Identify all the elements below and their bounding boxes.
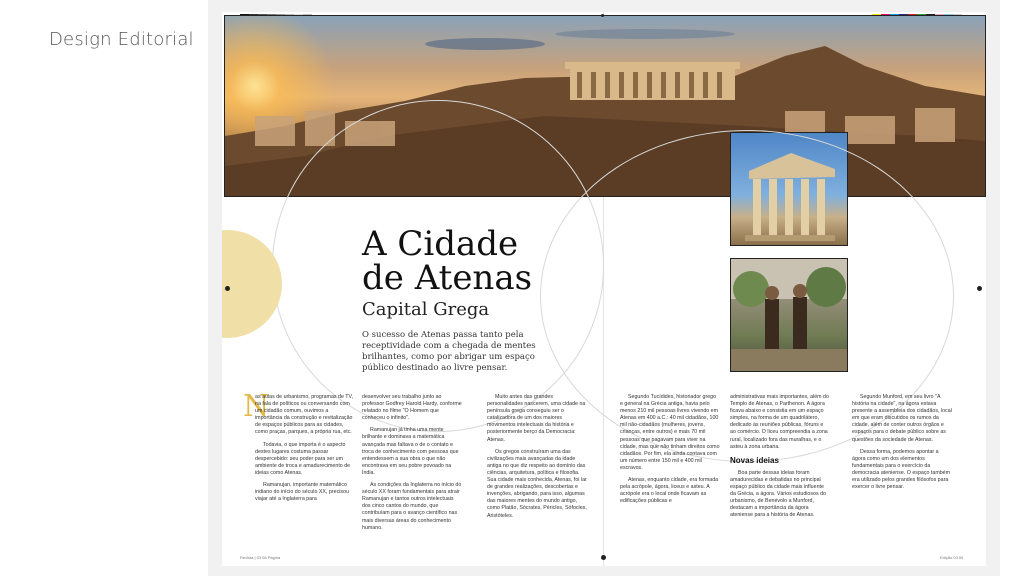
yellow-semicircle-icon	[222, 230, 288, 338]
paragraph: Ramanujan, importante matemático indiano do início do século XX, precisou viajar até a Inglaterra para	[255, 482, 349, 503]
text-column-3	[487, 394, 587, 525]
folio-left: Revista | 03 08 Página	[240, 555, 281, 560]
title-line-2: de Atenas	[362, 258, 533, 298]
text-column-1	[255, 394, 355, 508]
paragraph: as aulas de urbanismo, programas de TV, na fala de políticos ou conversando com um cidadão comum, ouvimos a importância da construção e revitalização de espaços públicos para as cidades, como praças, parques, a própria rua, etc.	[255, 394, 354, 436]
section-heading: Novas ideias	[730, 455, 779, 465]
folio-right: Edição 03 09	[940, 555, 964, 560]
paragraph: Muito antes das grandes personalidades nascerem, uma cidade na península grega conseguiu ser o catalizadora de um dos maiores movimentos intelectuais da história e posteriormente berço da Democracia: Atenas.	[487, 394, 586, 443]
crop-registration-mark-icon	[601, 14, 604, 17]
text-column-2	[362, 394, 462, 537]
title-line-1: A Cidade	[362, 224, 519, 264]
paragraph: administrativas mais importantes, além do Templo de Atenas, o Parthenon. A ágora ficava abaixo e consistia em um espaço simples, na forma de um quadrilátero, dedicado às reuniões públicas, fóruns e ao comércio. O liceu compreendia a zona rural, localizado fora das muralhas, e o asteu à zona urbana.	[730, 394, 829, 450]
text-column-6	[852, 394, 952, 496]
article-title	[362, 224, 533, 298]
paragraph: Os gregos construíram uma das civilizações mais avançadas da idade antiga no que diz respeito ao domínio das ciências, arquitetura, política e filosofia. Sua cidade mais conhecida, Atenas, foi lar de grandes realizações, descobertas e invenções, abrigando, para isso, algumas das maiores mentes do mundo antigo, como Platão, Sócrates, Péricles, Sófocles, Aristóteles.	[487, 448, 587, 519]
article-lead: O sucesso de Atenas passa tanto pela receptividade com a chegada de mentes brilhantes, como por abrigar um espaço público destinado ao livre pensar.	[362, 330, 536, 373]
paragraph: Todavia, o que importa é o aspecto destes lugares costuma passar despercebido: seu poder para ser um ambiente de troca e amadurecimento de ideias como Atenas.	[255, 441, 351, 476]
crop-registration-mark-icon	[601, 555, 606, 560]
paragraph: Ramanujan já tinha uma mente brilhante e dominava a matemática avançada mas faltava o de o contato e troca de conhecimento com pessoas que entendessem a sua obra o que não encontrava em seu pobre povoado na Índia.	[362, 427, 459, 476]
paragraph: Segundo Munford, em seu livro "A história na cidade", na ágora estava presente a assembleia dos cidadãos, local em que eram discutidos os rumos da cidade, além de conter outros órgãos e espaços para o debate público sobre as questões da sociedade de Atenas.	[852, 394, 952, 443]
text-column-4	[620, 394, 720, 510]
article-subtitle: Capital Grega	[362, 299, 490, 320]
paragraph: Boa parte dessas ideias foram amadurecidas e debatidas no principal espaço público da cidade mais influente da Grécia, a ágora. Vários estudiosos do urbanismo, de Benévolo a Munford, destacam a importância da ágora ateniense para a história de Atenas.	[730, 469, 826, 519]
paragraph: Segundo Tucídides, historiador grego e general na Grécia antiga, havia pelo menos 210 mil pessoas livres vivendo em Atenas em 400 a.C.: 40 mil cidadãos, 100 mil não-cidadãos (mulheres, jovens, crianças, entre outros) e mais 70 mil pessoas que pagavam para viver na cidade, mas que não tinham direitos como cidadãos. Por fim, ela ainda contava com um número entre 150 mil e 400 mil escravos.	[620, 394, 720, 471]
drop-cap: N	[243, 389, 270, 424]
crop-registration-mark-icon	[977, 286, 982, 291]
crop-registration-mark-icon	[225, 286, 230, 291]
paragraph: As condições da Inglaterra no início do século XX foram fundamentais para atrair Ramanujan e tantos outros intelectuais dos cinco cantos do mundo, que contribuíam para o avanço científico nas mais diversas áreas do conhecimento humano.	[362, 482, 462, 531]
text-column-5	[730, 394, 830, 525]
paragraph: Dessa forma, podemos apontar a ágora como um dos elementos fundamentais para o exercício da democracia ateniense. O espaço também era utilizado pelos grandes filósofos para exercer o livre pensar.	[852, 448, 951, 491]
paragraph: desenvolver seu trabalho junto ao professor Godfrey Harold Hardy, conforme relatado no filme "O Homem que conheceu o infinito".	[362, 394, 462, 422]
side-label: Design Editorial	[49, 29, 194, 50]
paragraph: Atenas, enquanto cidade, era formada pela acrópole, ágora, liceus e asteu. A acrópole era o local onde ficavam as edificações públicas e	[620, 477, 719, 505]
